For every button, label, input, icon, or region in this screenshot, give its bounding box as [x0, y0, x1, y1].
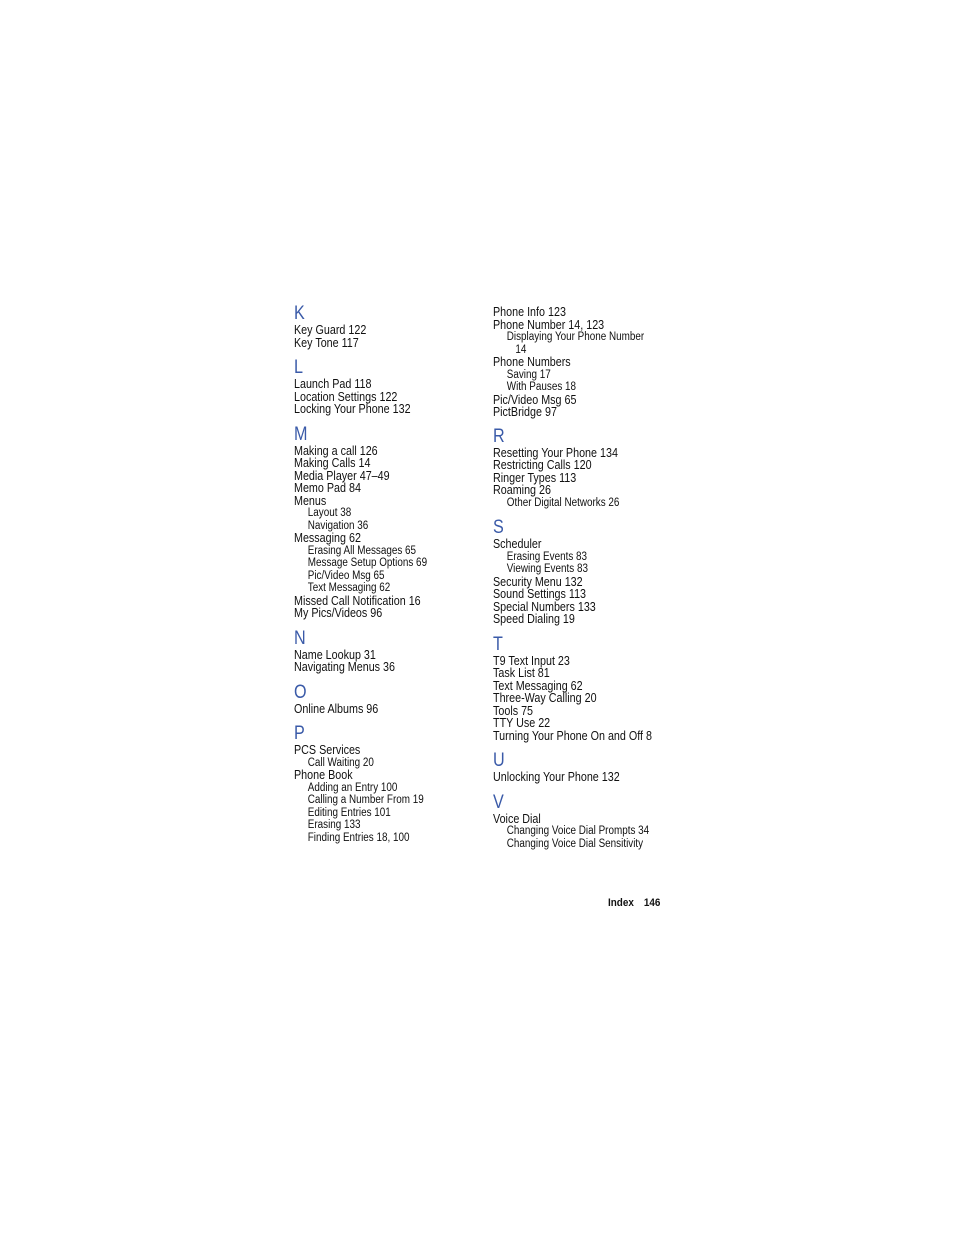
- index-entry: Menus: [294, 493, 327, 508]
- index-subentry: Text Messaging 62: [307, 582, 391, 594]
- index-entry: Key Guard 122: [294, 323, 367, 337]
- index-entry: Navigating Menus 36: [294, 660, 395, 674]
- index-entry: Security Menu 132: [493, 574, 583, 589]
- index-entry: Ringer Types 113: [493, 470, 577, 485]
- index-subentry: 14: [515, 343, 527, 356]
- section-letter-heading: T: [493, 633, 503, 655]
- index-entry: Roaming 26: [493, 483, 551, 497]
- index-entry: Special Numbers 133: [493, 599, 596, 614]
- section-letter-heading: L: [294, 357, 303, 378]
- index-entry: Pic/Video Msg 65: [493, 392, 577, 407]
- index-section-u: [493, 751, 683, 784]
- index-entry: Online Albums 96: [294, 701, 379, 716]
- index-subentry: Other Digital Networks 26: [506, 496, 620, 509]
- index-entry: Key Tone 117: [294, 335, 359, 350]
- index-entry: T9 Text Input 23: [493, 653, 570, 668]
- index-entry: Resetting Your Phone 134: [493, 445, 618, 460]
- section-letter-heading: V: [493, 791, 504, 813]
- index-subentry: Finding Entries 18, 100: [307, 831, 410, 844]
- continued-entries: [493, 306, 683, 419]
- index-column-left: [294, 304, 484, 853]
- index-entry: Messaging 62: [294, 531, 361, 545]
- index-entry: Location Settings 122: [294, 389, 398, 404]
- index-entry: Phone Info 123: [493, 305, 566, 319]
- index-entry: Making Calls 14: [294, 456, 371, 470]
- index-entry: Restricting Calls 120: [493, 458, 592, 472]
- index-entry: Name Lookup 31: [294, 647, 376, 662]
- index-entry: PCS Services: [294, 743, 361, 757]
- index-entry: Sound Settings 113: [493, 587, 587, 601]
- index-entry: Locking Your Phone 132: [294, 402, 411, 416]
- section-letter-heading: U: [493, 750, 505, 771]
- index-entry: Scheduler: [493, 537, 542, 551]
- index-section-n: [294, 629, 484, 674]
- index-subentry: Viewing Events 83: [506, 563, 588, 575]
- index-subentry: Layout 38: [307, 507, 352, 519]
- index-subentry: Message Setup Options 69: [307, 557, 428, 569]
- index-entry: Missed Call Notification 16: [294, 593, 421, 608]
- index-section-s: [493, 518, 683, 626]
- index-section-p: [294, 724, 484, 844]
- section-letter-heading: S: [493, 517, 504, 538]
- index-subentry: Erasing 133: [307, 819, 361, 831]
- index-subentry: Adding an Entry 100: [307, 781, 398, 794]
- index-section-k: [294, 304, 484, 349]
- index-entry: Launch Pad 118: [294, 377, 372, 391]
- index-entry: Unlocking Your Phone 132: [493, 770, 620, 784]
- footer-page-number: 146: [643, 897, 661, 909]
- section-letter-heading: O: [294, 681, 307, 703]
- index-subentry: Erasing All Messages 65: [307, 544, 417, 557]
- index-subentry: Changing Voice Dial Sensitivity: [506, 837, 644, 850]
- index-subentry: Erasing Events 83: [506, 550, 588, 563]
- index-subentry: Editing Entries 101: [307, 806, 391, 819]
- index-entry: Making a call 126: [294, 443, 378, 458]
- index-subentry: Calling a Number From 19: [307, 794, 424, 806]
- section-letter-heading: K: [294, 303, 305, 324]
- index-entry: Turning Your Phone On and Off 8: [493, 728, 652, 743]
- index-entry: Phone Book: [294, 768, 353, 782]
- index-entry: PictBridge 97: [493, 405, 557, 419]
- index-entry: Task List 81: [493, 666, 550, 680]
- page-footer: [608, 897, 660, 909]
- index-entry: TTY Use 22: [493, 716, 551, 730]
- index-section-l: [294, 358, 484, 416]
- section-letter-heading: R: [493, 425, 505, 447]
- index-entry: Voice Dial: [493, 811, 541, 826]
- index-subentry: Pic/Video Msg 65: [307, 569, 385, 582]
- index-subentry: Displaying Your Phone Number: [506, 331, 645, 343]
- index-entry: Tools 75: [493, 703, 534, 718]
- index-entry: Phone Numbers: [493, 355, 571, 369]
- index-subentry: Changing Voice Dial Prompts 34: [506, 825, 650, 837]
- index-subentry: Call Waiting 20: [307, 756, 374, 769]
- index-section-v: [493, 793, 683, 851]
- index-section-m: [294, 425, 484, 620]
- index-subentry: With Pauses 18: [506, 381, 577, 393]
- index-subentry: Navigation 36: [307, 519, 369, 532]
- index-entry: Three-Way Calling 20: [493, 691, 597, 705]
- footer-section-label: Index: [608, 897, 634, 909]
- index-entry: Memo Pad 84: [294, 481, 361, 495]
- index-section-t: [493, 635, 683, 743]
- index-subentry: Saving 17: [506, 368, 551, 381]
- index-entry: Phone Number 14, 123: [493, 317, 605, 332]
- index-section-o: [294, 683, 484, 716]
- index-entry: Media Player 47–49: [294, 468, 390, 483]
- index-entry: Speed Dialing 19: [493, 612, 575, 626]
- section-letter-heading: M: [294, 423, 308, 445]
- section-letter-heading: P: [294, 723, 305, 744]
- index-entry: Text Messaging 62: [493, 678, 583, 693]
- index-section-r: [493, 427, 683, 510]
- section-letter-heading: N: [294, 627, 306, 649]
- index-entry: My Pics/Videos 96: [294, 606, 383, 620]
- index-column-right: [493, 306, 683, 859]
